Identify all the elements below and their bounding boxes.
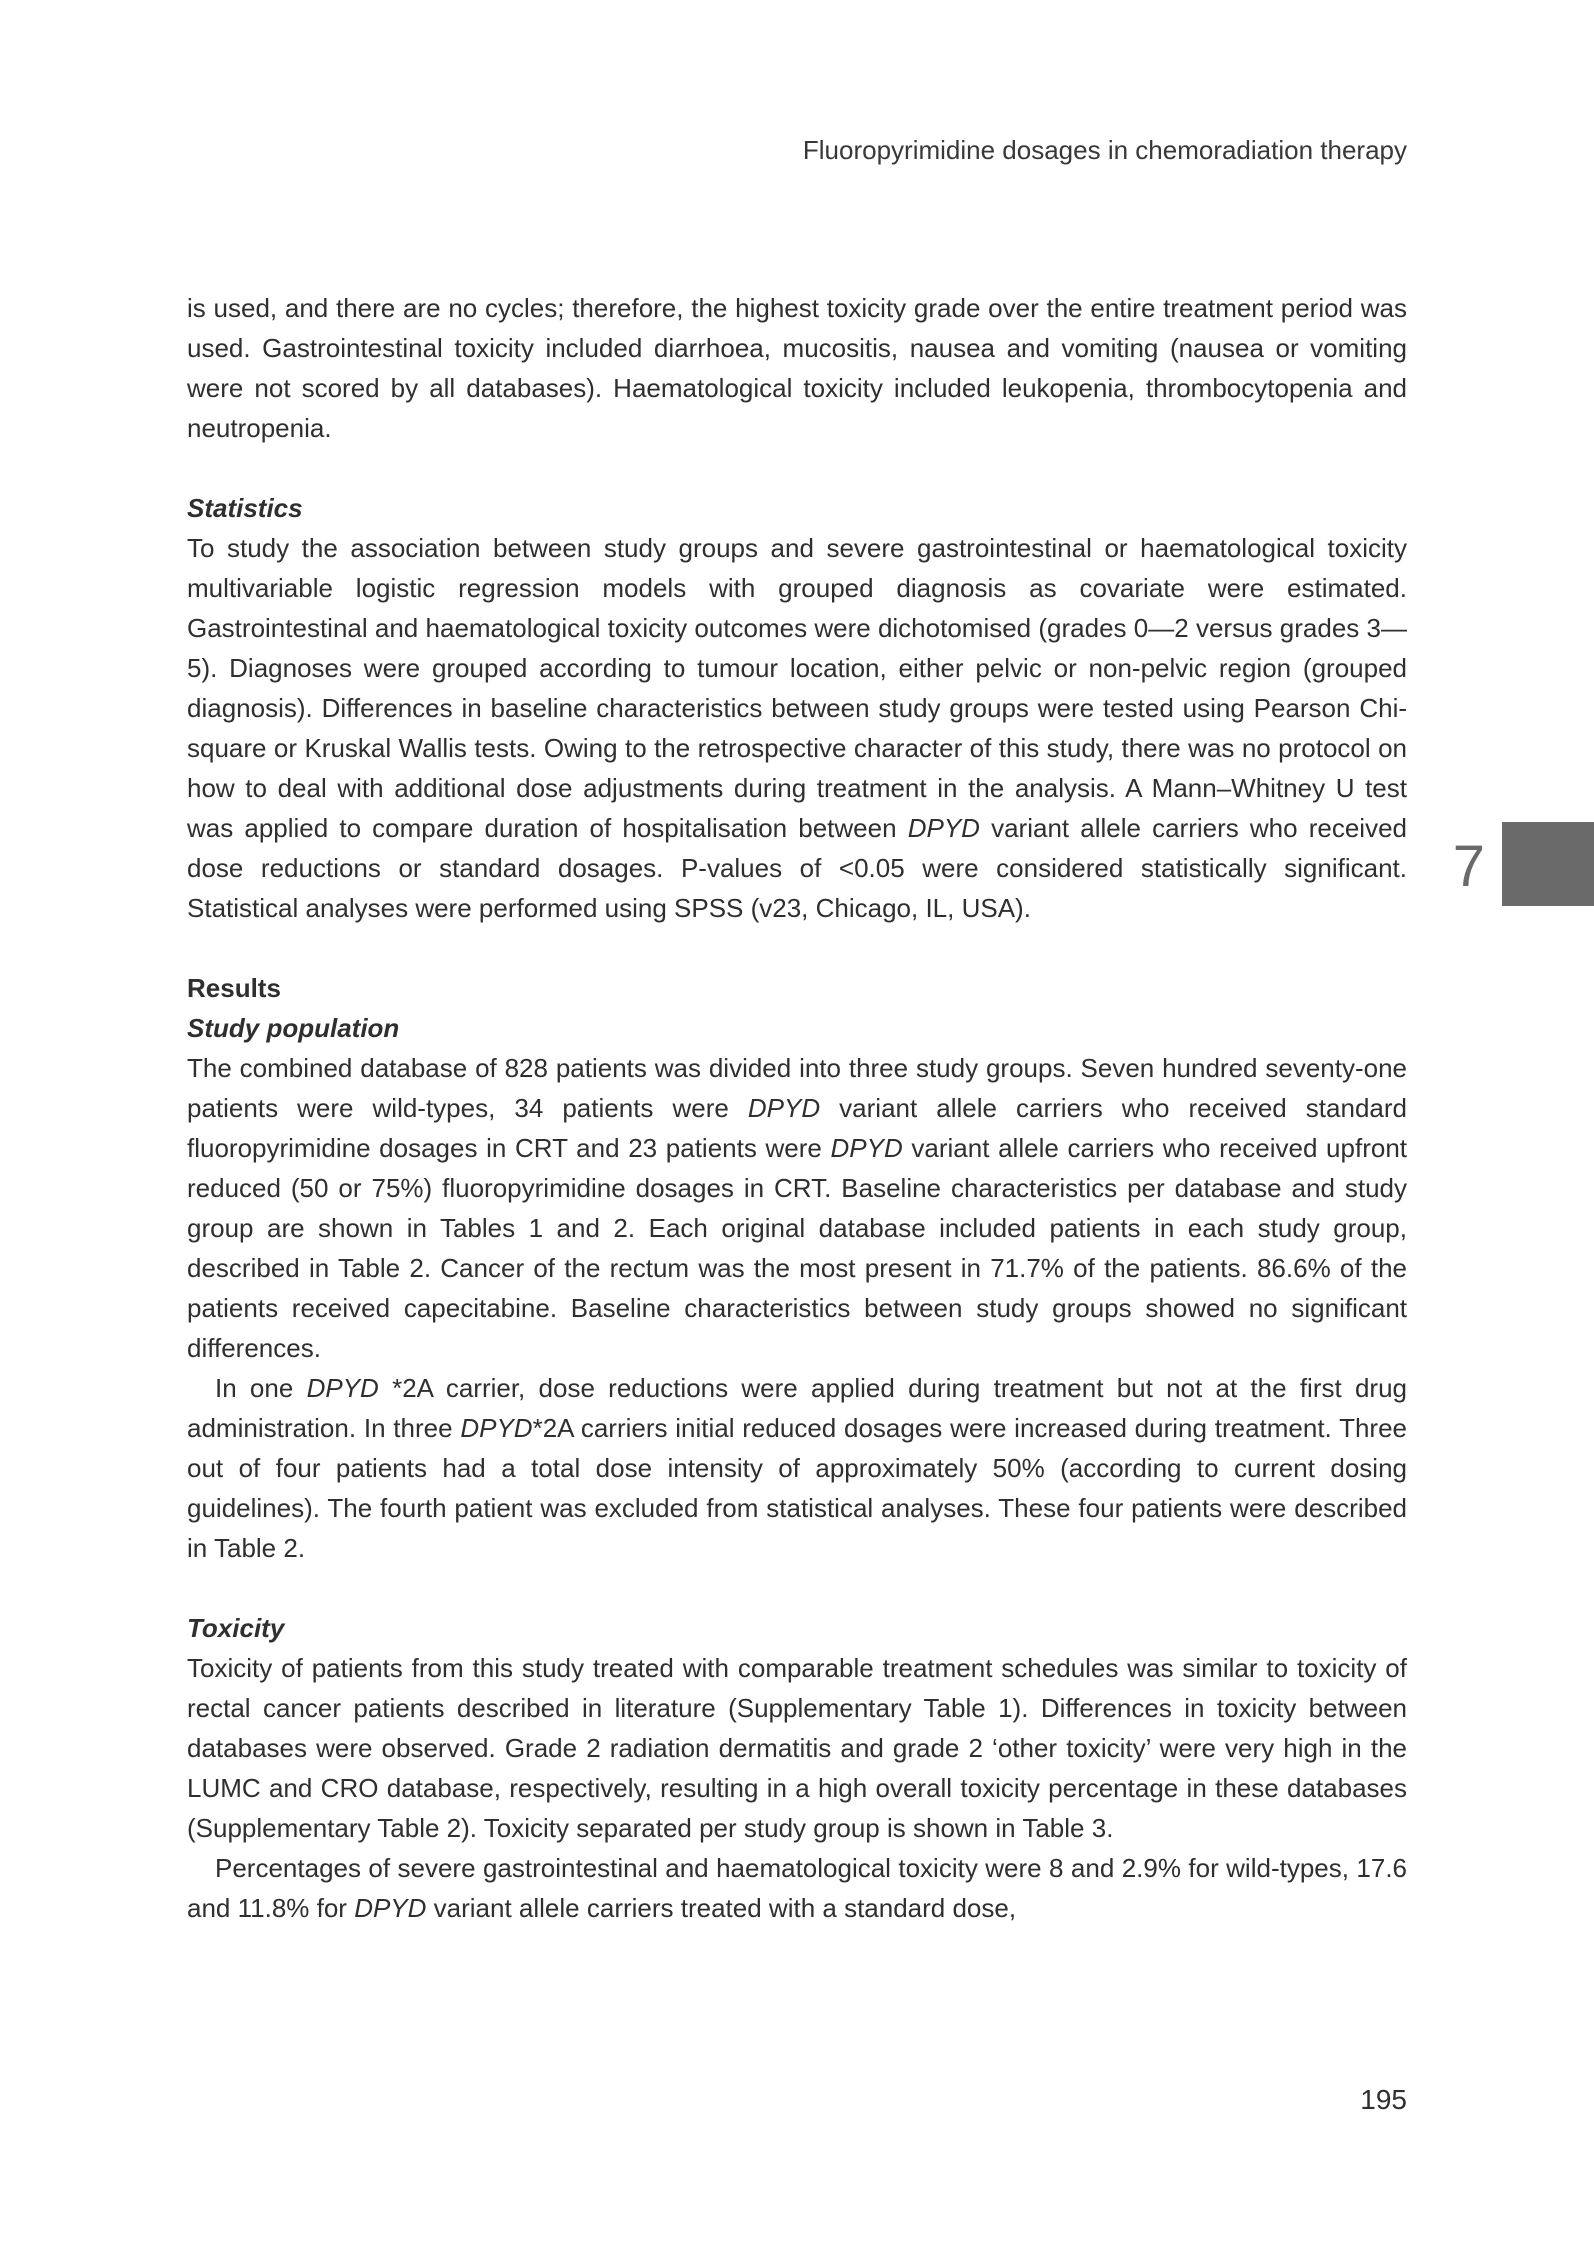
paragraph-text: variant allele carriers who received standard fluoropyrimidine dosages in CRT and 23 patients were	[187, 1093, 1407, 1163]
paragraph-text: variant allele carriers treated with a standard dose,	[426, 1893, 1017, 1923]
section-heading: Study population	[187, 1013, 400, 1043]
gene-name-italic: DPYD	[907, 813, 980, 843]
section-heading: Toxicity	[187, 1613, 285, 1643]
paragraph-text: *2A carriers initial reduced dosages were increased during treatment. Three out of four patients had a total dose intensity of approximately 50% (according to current dosing guidelines). The fourth patient was excluded from statistical analyses. These four patients were described in Table 2.	[187, 1413, 1407, 1563]
paragraph	[187, 1048, 1407, 1368]
gene-name-italic: DPYD	[747, 1093, 821, 1123]
document-body	[187, 288, 1407, 1928]
paragraph-text: *2A carrier, dose reductions were applied during treatment but not at the first drug administration. In three	[187, 1373, 1407, 1443]
section-heading: Statistics	[187, 493, 303, 523]
paragraph	[187, 528, 1407, 928]
gene-name-italic: DPYD	[354, 1893, 427, 1923]
page-number: 195	[1360, 2084, 1407, 2115]
paragraph-text: variant allele carriers who received dose reductions or standard dosages. P-values of <0.05 were considered statistically significant. Statistical analyses were performed using SPSS (v23, Chicago, IL, USA).	[187, 813, 1407, 923]
paragraph-text: To study the association between study groups and severe gastrointestinal or haematological toxicity multivariable logistic regression models with grouped diagnosis as covariate were estimated. Gastrointestinal and haematological toxicity outcomes were dichotomised (grades 0—2 versus grades 3—5). Diagnoses were grouped according to tumour location, either pelvic or non-pelvic region (grouped diagnosis). Differences in baseline characteristics between study groups were tested using Pearson Chi-square or Kruskal Wallis tests. Owing to the retrospective character of this study, there was no protocol on how to deal with additional dose adjustments during treatment in the analysis. A Mann–Whitney U test was applied to compare duration of hospitalisation between	[187, 533, 1407, 843]
chapter-number: 7	[1452, 834, 1485, 899]
paragraph-text: Percentages of severe gastrointestinal and haematological toxicity were 8 and 2.9% for wild-types, 17.6 and 11.8% for	[187, 1853, 1407, 1923]
paragraph-text: The combined database of 828 patients was divided into three study groups. Seven hundred seventy-one patients were wild-types, 34 patients were	[187, 1053, 1407, 1123]
gene-name-italic: DPYD	[830, 1133, 903, 1163]
running-header: Fluoropyrimidine dosages in chemoradiation therapy	[802, 135, 1407, 165]
paragraph	[187, 1848, 1407, 1928]
paragraph-text: In one	[215, 1373, 307, 1403]
gene-name-italic: DPYD	[460, 1413, 533, 1443]
paragraph	[187, 1368, 1407, 1568]
gene-name-italic: DPYD	[306, 1373, 379, 1403]
section-heading: Results	[187, 973, 281, 1003]
paragraph-text: is used, and there are no cycles; therefore, the highest toxicity grade over the entire treatment period was used. Gastrointestinal toxicity included diarrhoea, mucositis, nausea and vomiting (nausea or vomiting were not scored by all databases). Haematological toxicity included leukopenia, thrombocytopenia and neutropenia.	[187, 293, 1407, 443]
paragraph-text: Toxicity of patients from this study treated with comparable treatment schedules was similar to toxicity of rectal cancer patients described in literature (Supplementary Table 1). Differences in toxicity between databases were observed. Grade 2 radiation dermatitis and grade 2 ‘other toxicity’ were very high in the LUMC and CRO database, respectively, resulting in a high overall toxicity percentage in these databases (Supplementary Table 2). Toxicity separated per study group is shown in Table 3.	[187, 1653, 1407, 1843]
paragraph	[187, 1648, 1407, 1848]
paragraph-text: variant allele carriers who received upfront reduced (50 or 75%) fluoropyrimidine dosages in CRT. Baseline characteristics per database and study group are shown in Tables 1 and 2. Each original database included patients in each study group, described in Table 2. Cancer of the rectum was the most present in 71.7% of the patients. 86.6% of the patients received capecitabine. Baseline characteristics between study groups showed no significant differences.	[187, 1133, 1407, 1363]
paragraph	[187, 288, 1407, 448]
chapter-tab-marker	[1502, 822, 1594, 906]
